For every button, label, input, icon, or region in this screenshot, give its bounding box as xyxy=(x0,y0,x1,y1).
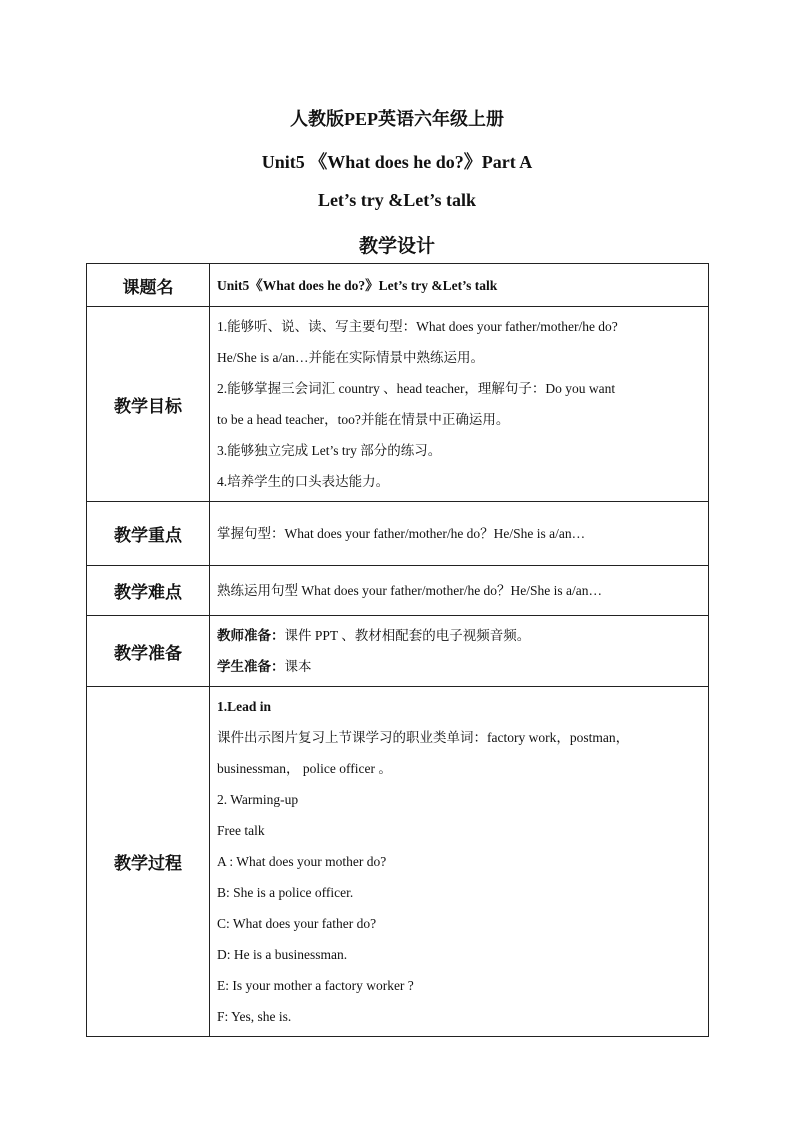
dialogue-line: E: Is your mother a factory worker ? xyxy=(217,978,414,993)
key-value: 掌握句型：What does your father/mother/he do？He/She is a/an… xyxy=(210,502,709,566)
label-topic: 课题名 xyxy=(87,264,210,307)
prep-student-value: 课本 xyxy=(284,659,312,674)
row-prep xyxy=(87,616,709,687)
goal-1a: 1.能够听、说、读、写主要句型：What does your father/mother/he do? xyxy=(217,319,618,334)
row-difficulty xyxy=(87,566,709,616)
process-line: businessman， police officer 。 xyxy=(217,761,392,776)
label-process: 教学过程 xyxy=(87,687,210,1037)
row-process xyxy=(87,687,709,1037)
dialogue-line: F: Yes, she is. xyxy=(217,1009,292,1024)
process-line: 课件出示图片复习上节课学习的职业类单词：factory work，postman， xyxy=(217,730,630,745)
doc-subtitle: 教学设计 xyxy=(358,236,435,257)
process-line: Free talk xyxy=(217,823,265,838)
doc-lesson-title: Let’s try &Let’s talk xyxy=(317,190,477,210)
difficulty-value: 熟练运用句型 What does your father/mother/he do？He/She is a/an… xyxy=(210,566,709,616)
goal-4: 4.培养学生的口头表达能力。 xyxy=(217,474,390,489)
row-topic xyxy=(87,264,709,307)
lesson-plan-table xyxy=(86,263,709,1037)
row-key xyxy=(87,502,709,566)
process-content xyxy=(210,687,709,1037)
goals-content xyxy=(210,307,709,502)
label-key: 教学重点 xyxy=(87,502,210,566)
prep-teacher xyxy=(217,620,701,651)
label-prep: 教学准备 xyxy=(87,616,210,687)
process-step-2: 2. Warming-up xyxy=(217,792,299,807)
label-goals: 教学目标 xyxy=(87,307,210,502)
prep-student xyxy=(217,651,701,682)
goal-3: 3.能够独立完成 Let’s try 部分的练习。 xyxy=(217,443,442,458)
goal-2a: 2.能够掌握三会词汇 country 、head teacher，理解句子：Do you want xyxy=(217,381,616,396)
dialogue-line: C: What does your father do? xyxy=(217,916,377,931)
dialogue-line: B: She is a police officer. xyxy=(217,885,354,900)
goal-2b: to be a head teacher，too?并能在情景中正确运用。 xyxy=(217,412,510,427)
doc-title: 人教版PEP英语六年级上册 xyxy=(290,109,504,129)
prep-content xyxy=(210,616,709,687)
dialogue-line: D: He is a businessman. xyxy=(217,947,348,962)
prep-teacher-value: 课件 PPT 、教材相配套的电子视频音频。 xyxy=(284,628,531,643)
dialogue-line: A : What does your mother do? xyxy=(217,854,387,869)
prep-student-label: 学生准备： xyxy=(217,659,285,674)
doc-unit-title: Unit5 《What does he do?》Part A xyxy=(261,152,533,172)
topic-value: Unit5《What does he do?》Let’s try &Let’s talk xyxy=(210,264,709,307)
prep-teacher-label: 教师准备： xyxy=(217,628,285,643)
process-step-1: 1.Lead in xyxy=(217,699,272,714)
goal-1b: He/She is a/an…并能在实际情景中熟练运用。 xyxy=(217,350,484,365)
row-goals xyxy=(87,307,709,502)
label-difficulty: 教学难点 xyxy=(87,566,210,616)
